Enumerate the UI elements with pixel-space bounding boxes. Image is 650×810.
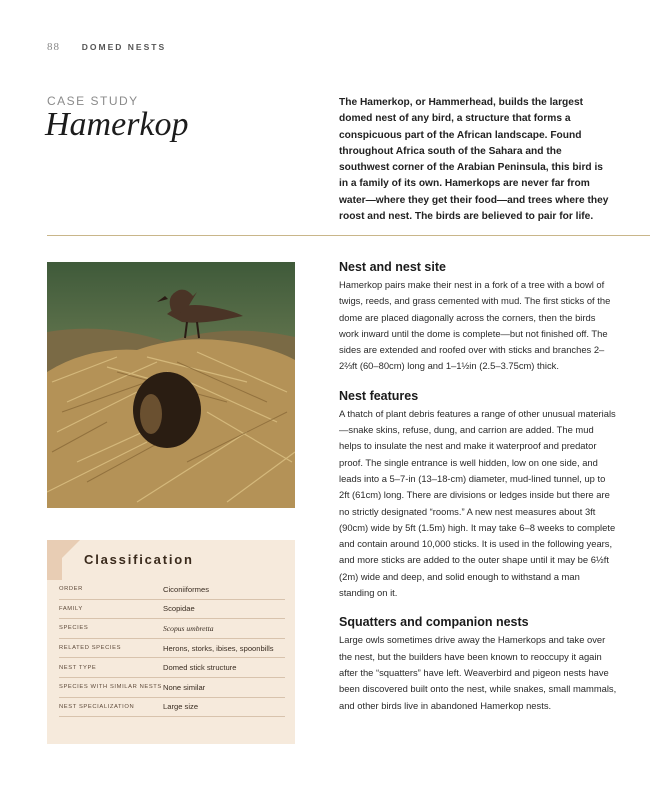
classification-row bbox=[59, 600, 285, 620]
tab-corner bbox=[62, 540, 80, 558]
row-key: ORDER bbox=[59, 586, 83, 593]
row-key: NEST TYPE bbox=[59, 664, 97, 671]
classification-row bbox=[59, 678, 285, 698]
classification-row bbox=[59, 698, 285, 718]
row-value: Herons, storks, ibises, spoonbills bbox=[163, 643, 274, 653]
section-body: A thatch of plant debris features a range of other unusual materials—snake skins, refuse, dung, and carrion are added. The mud helps to insulate the nest and make it waterproof and predator proof. The single entrance is well hidden, low on one side, and leads into a 5–7-in (13–18-cm) diameter, mud-lined tunnel, up to 2ft (61cm) long. There are divisions or ledges inside but there are no strictly designated “rooms.” A new nest measures about 3ft (90cm) wide by 5ft (1.5m) high. It may take 6–8 weeks to complete and contain around 10,000 sticks. It is used in the following years, and more sticks are added to the outer shape until it may be 6½ft (2m) wide and deep, and solid enough to withstand a man standing on it. bbox=[339, 407, 616, 599]
page-title: Hamerkop bbox=[45, 106, 189, 143]
row-value bbox=[163, 624, 285, 633]
section-nest-site bbox=[339, 260, 617, 375]
section-body: Hamerkop pairs make their nest in a fork of a tree with a bowl of twigs, reeds, and grass cemented with mud. The first sticks of the dome are placed diagonally across the corners, then the birds work inward until the dome is complete—but not finished off. The sides are extended and roofed over with sticks and branches 2–2⅔ft (60–80cm) long and 1–1½in (2.5–3.75cm) thick. bbox=[339, 279, 611, 372]
row-value: Scopidae bbox=[163, 604, 195, 614]
classification-table bbox=[59, 580, 285, 717]
row-key: SPECIES WITH SIMILAR NESTS bbox=[59, 684, 162, 691]
row-key: FAMILY bbox=[59, 605, 83, 612]
body-text-column bbox=[339, 260, 617, 728]
page-number: 88 bbox=[47, 41, 60, 53]
classification-title: Classification bbox=[84, 552, 194, 567]
section-nest-features bbox=[339, 389, 617, 602]
intro-paragraph: The Hamerkop, or Hammerhead, builds the largest domed nest of any bird, a structure that forms a conspicuous part of the African landscape. Found throughout Africa south of the Sahara and the southwest corner of the Arabian Peninsula, this bird is in a family of its own. Hamerkops are never far from water—where they get their food—and trees where they roost and nest. The birds are believed to pair for life. bbox=[339, 97, 609, 223]
divider bbox=[47, 235, 650, 236]
classification-row bbox=[59, 619, 285, 639]
row-value: Domed stick structure bbox=[163, 663, 237, 673]
section-squatters bbox=[339, 615, 617, 713]
classification-box bbox=[47, 540, 295, 744]
species-name: Scopus umbretta bbox=[163, 623, 214, 633]
classification-row bbox=[59, 639, 285, 659]
row-value: Ciconiiformes bbox=[163, 584, 209, 594]
row-key: SPECIES bbox=[59, 625, 89, 632]
row-value: None similar bbox=[163, 682, 206, 692]
classification-row bbox=[59, 580, 285, 600]
section-heading: Nest features bbox=[339, 388, 419, 403]
row-key: RELATED SPECIES bbox=[59, 645, 122, 652]
section-body: Large owls sometimes drive away the Hamerkops and take over the nest, but the builders have been known to reoccupy it again after the “squatters” have left. Weaverbird and pigeon nests have been discovered built onto the nest, while snakes, small mammals, and other birds live in abandoned Hamerkop nests. bbox=[339, 634, 617, 711]
case-study-label: CASE STUDY bbox=[47, 94, 139, 108]
hamerkop-nest-photo bbox=[47, 262, 295, 508]
classification-row bbox=[59, 658, 285, 678]
running-header bbox=[47, 41, 166, 53]
section-title: DOMED NESTS bbox=[81, 42, 167, 52]
section-heading: Nest and nest site bbox=[339, 260, 446, 274]
row-key: NEST SPECIALIZATION bbox=[59, 703, 135, 710]
row-value: Large size bbox=[163, 702, 199, 712]
section-heading: Squatters and companion nests bbox=[339, 615, 529, 630]
